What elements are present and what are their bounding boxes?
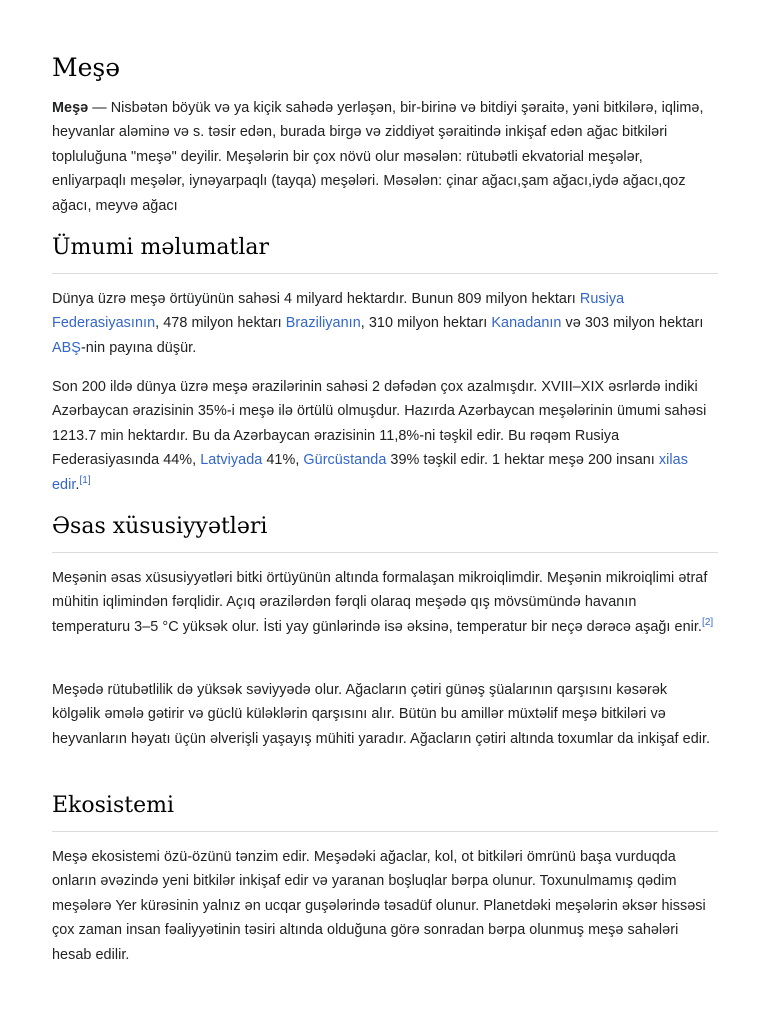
intro-term: Meşə	[52, 100, 89, 116]
text-run: 39% təşkil edir. 1 hektar meşə 200 insanı	[386, 452, 659, 469]
reference-2[interactable]: [2]	[701, 617, 714, 629]
link-latvia[interactable]: Latviyada	[200, 452, 263, 469]
text-run: .	[75, 476, 80, 493]
section-heading-general: Ümumi məlumatlar	[52, 233, 718, 274]
link-georgia[interactable]: Gürcüstanda	[303, 452, 387, 469]
intro-paragraph	[52, 96, 718, 218]
text-run: , 310 milyon hektarı	[360, 315, 492, 332]
intro-text: — Nisbətən böyük və ya kiçik sahədə yerləşən, bir-birinə və bitdiyi şəraitə, yəni bitkilərə, iqlimə, heyvanlar aləminə və s. təsir edən, burada birgə və ziddiyət şəraitində inkişaf edən ağac bitkiləri topluluğuna "meşə" deyilir. Meşələrin bir çox növü olur məsələn: rütubətli ekvatorial meşələr, enliyarpaqlı meşələr, iynəyarpaqlı (tayqa) meşələri. Məsələn: çinar ağacı,şam ağacı,iydə ağacı,qoz ağacı, meyvə ağacı	[52, 100, 704, 214]
text-run: Dünya üzrə meşə örtüyünün sahəsi 4 milyard hektardır. Bunun 809 milyon hektarı	[52, 291, 580, 307]
section-heading-features: Əsas xüsusiyyətləri	[52, 512, 718, 553]
reference-1[interactable]: [1]	[79, 474, 91, 486]
link-save[interactable]: xilas edir	[52, 452, 688, 493]
link-canada[interactable]: Kanadanın	[491, 315, 562, 332]
features-paragraph-1	[52, 566, 718, 639]
general-paragraph-2	[52, 375, 718, 497]
text-run: Son 200 ildə dünya üzrə meşə ərazilərinin sahəsi 2 dəfədən çox azalmışdır. XVIII–XIX əsrlərdə indiki Azərbaycan ərazisinin 35%-i meşə ilə örtülü olmuşdur. Hazırda Azərbaycan meşələrinin ümumi sahəsi 1213.7 min hektardır. Bu da Azərbaycan ərazisinin 11,8%-ni təşkil edir. Bu rəqəm Rusiya Federasiyasında 44%,	[52, 379, 707, 469]
link-usa[interactable]: ABŞ	[52, 339, 81, 356]
page-title: Meşə	[52, 53, 121, 82]
text-run: Meşənin əsas xüsusiyyətləri bitki örtüyünün altında formalaşan mikroiqlimdir. Meşənin mikroiqlimi ətraf mühitin iqlimindən fərqlidir. Açıq ərazilərdən fərqli olaraq meşədə qış mövsümündə havanın temperaturu 3–5 °C yüksək olur. İsti yay günlərində isə əksinə, temperatur bir neçə dərəcə aşağı enir.	[52, 570, 708, 635]
general-paragraph-1	[52, 287, 718, 360]
text-run: 41%,	[262, 452, 304, 469]
text-run: və 303 milyon hektarı	[561, 315, 704, 332]
ecosystem-paragraph: Meşə ekosistemi özü-özünü tənzim edir. Meşədəki ağaclar, kol, ot bitkiləri ömrünü başa vurduqda onların əvəzində yeni bitkilər inkişaf edir və yaranan boşluqlar bərpa olunur. Toxunulmamış qədim meşələrə Yer kürəsinin yalnız ən ucqar guşələrində təsadüf olunur. Planetdəki meşələrin əksər hissəsi çox zaman insan fəaliyyətinin təsiri altında olduğuna görə sonradan bərpa olunmuş meşə sahələri hesab edilir.	[52, 849, 706, 963]
section-heading-ecosystem: Ekosistemi	[52, 791, 718, 832]
text-run: -nin payına düşür.	[80, 339, 197, 356]
link-brazil[interactable]: Braziliyanın	[285, 315, 361, 332]
text-run: , 478 milyon hektarı	[155, 315, 286, 332]
features-paragraph-2: Meşədə rütubətlilik də yüksək səviyyədə olur. Ağacların çətiri günəş şüalarının qarşısını kəsərək kölgəlik əmələ gətirir və güclü küləklərin qarşısını alır. Bütün bu amillər müxtəlif meşə bitkiləri və heyvanların həyatı üçün əlverişli yaşayış mühiti yaradır. Ağacların çətiri altında toxumlar da inkişaf edir.	[52, 682, 711, 747]
link-russia[interactable]: Rusiya Federasiyasının	[52, 291, 625, 332]
